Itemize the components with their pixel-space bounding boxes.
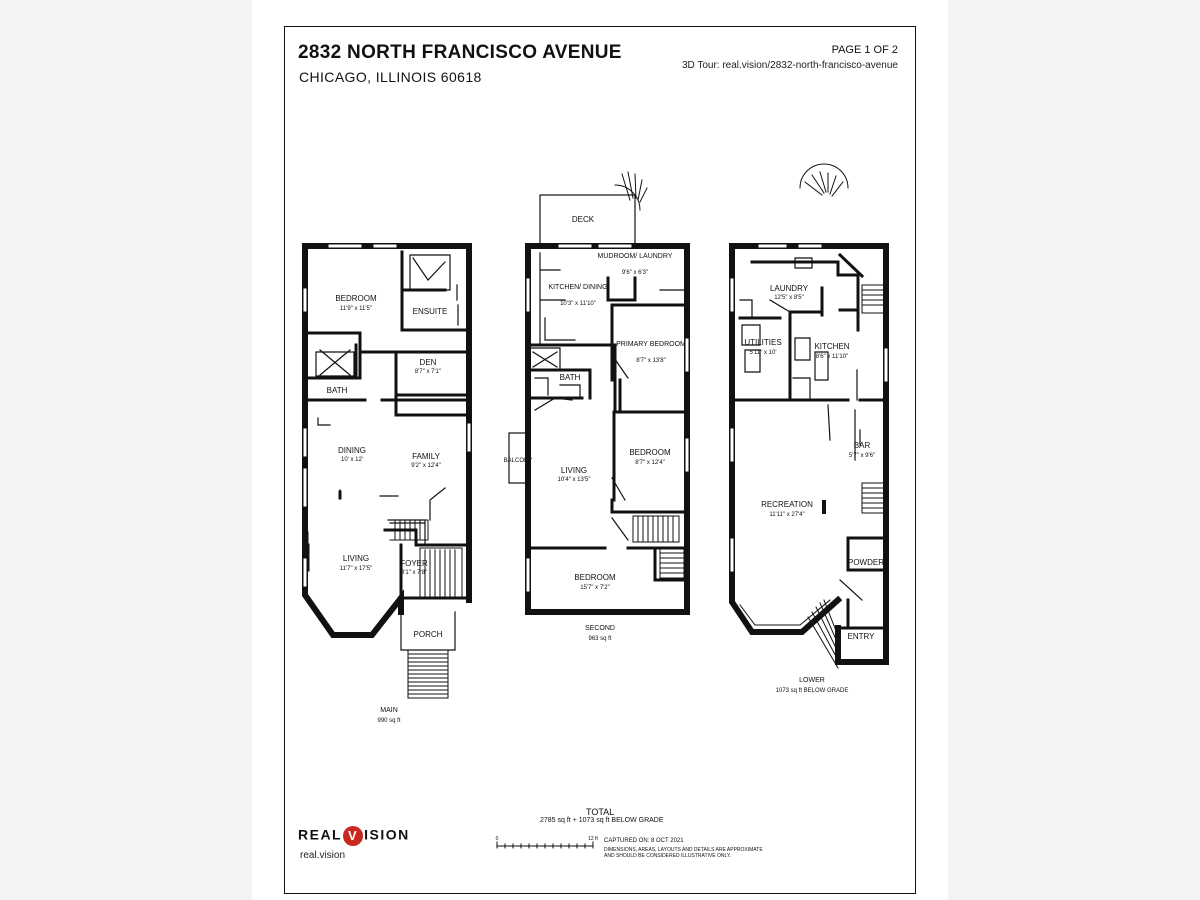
lower-bar-dims: 5'7" x 9'6" [848, 453, 876, 459]
lower-entry-label: ENTRY [847, 632, 875, 641]
main-ensuite-label: ENSUITE [412, 307, 448, 316]
lower-kitchen-dims: 8'6" x 11'10" [815, 354, 849, 360]
second-deck-label: DECK [571, 215, 595, 224]
second-kitchen-label: KITCHEN/ DINING [548, 284, 608, 291]
main-family-dims: 9'2" x 12'4" [411, 463, 441, 469]
main-floor-area: 990 sq ft [377, 718, 401, 724]
main-porch-label: PORCH [413, 630, 443, 639]
second-mudroom-label: MUDROOM/ LAUNDRY [597, 253, 673, 260]
scale-bar [497, 842, 593, 848]
scale-start-label: 0 [495, 836, 499, 842]
lower-utilities-label: UTILITIES [744, 338, 782, 347]
second-living-label: LIVING [560, 466, 588, 475]
logo-v-mark: V [343, 826, 363, 846]
logo-text-left: REAL [298, 826, 343, 843]
second-spiral-stair [615, 172, 647, 210]
main-bedroom-label: BEDROOM [335, 294, 377, 303]
main-fireplace [308, 492, 340, 570]
main-dining-label: DINING [338, 446, 366, 455]
scale-end-label: 12 ft [588, 836, 598, 842]
second-mudroom-dims: 9'6" x 6'3" [621, 270, 649, 276]
main-bedroom-dims: 11'9" x 11'5" [339, 306, 373, 312]
lower-spiral-stair [800, 164, 848, 196]
second-bedroom2-dims: 8'7" x 12'4" [635, 460, 665, 466]
second-floor-name: SECOND [585, 625, 615, 632]
lower-floor-area: 1073 sq ft BELOW GRADE [775, 688, 849, 694]
logo-url[interactable]: real.vision [300, 850, 346, 861]
second-interior-walls [530, 278, 685, 580]
lower-laundry-label: LAUNDRY [769, 284, 809, 293]
lower-bar-label: BAR [853, 441, 871, 450]
main-living-label: LIVING [342, 554, 370, 563]
captured-date: CAPTURED ON: 8 OCT 2021 [604, 838, 684, 844]
disclaimer-line-2: AND SHOULD BE CONSIDERED ILLUSTRATIVE ONLY. [604, 853, 731, 859]
lower-floor-name: LOWER [799, 677, 825, 684]
main-den-dims: 8'7" x 7'1" [414, 369, 442, 375]
total-label: TOTAL [586, 807, 615, 817]
lower-kitchen-label: KITCHEN [814, 342, 850, 351]
main-floor-name: MAIN [380, 707, 398, 714]
second-primary-label: PRIMARY BEDROOM [616, 341, 686, 348]
property-city: CHICAGO, ILLINOIS 60618 [299, 69, 482, 85]
lower-recreation-label: RECREATION [761, 500, 813, 509]
property-title: 2832 NORTH FRANCISCO AVENUE [298, 42, 622, 63]
lower-utilities-dims: 5'11" x 10' [749, 350, 777, 356]
lower-floor-plan [732, 164, 886, 668]
lower-column [822, 500, 826, 514]
main-den-label: DEN [419, 358, 437, 367]
second-primary-dims: 8'7" x 13'8" [636, 358, 666, 364]
lower-laundry-dims: 12'5" x 8'5" [774, 295, 804, 301]
second-kitchen-dims: 10'3" x 11'10" [560, 301, 596, 307]
total-value: 2785 sq ft + 1073 sq ft BELOW GRADE [540, 817, 664, 824]
lower-powder-label: POWDER [848, 558, 884, 567]
main-living-dims: 11'7" x 17'5" [339, 566, 373, 572]
second-balcony-label: BALCONY [503, 458, 533, 464]
main-dining-dims: 10' x 12' [341, 457, 363, 463]
second-bedroom2-label: BEDROOM [629, 448, 671, 457]
second-bedroom3-label: BEDROOM [574, 573, 616, 582]
second-bedroom3-dims: 15'7" x 7'2" [580, 585, 610, 591]
second-bath-label: BATH [559, 373, 581, 382]
tour-link[interactable]: 3D Tour: real.vision/2832-north-francisco-avenue [681, 60, 898, 71]
main-foyer-dims: 3'1" x 7'8" [400, 570, 428, 576]
main-family-label: FAMILY [412, 452, 440, 461]
main-porch-steps [408, 650, 448, 698]
disclaimer-line-1: DIMENSIONS, AREAS, LAYOUTS AND DETAILS ARE APPROXIMATE [604, 847, 763, 853]
main-bath-label: BATH [326, 386, 348, 395]
second-floor-plan [509, 172, 687, 612]
realvision-logo [298, 826, 410, 846]
main-foyer-label: FOYER [400, 559, 428, 568]
second-floor-area: 963 sq ft [588, 636, 612, 642]
logo-text-right: ISION [364, 826, 410, 843]
main-outer-wall [305, 246, 469, 635]
lower-recreation-dims: 11'11" x 27'4" [769, 512, 805, 518]
page-number: PAGE 1 OF 2 [831, 44, 898, 56]
second-living-dims: 10'4" x 13'5" [557, 477, 591, 483]
